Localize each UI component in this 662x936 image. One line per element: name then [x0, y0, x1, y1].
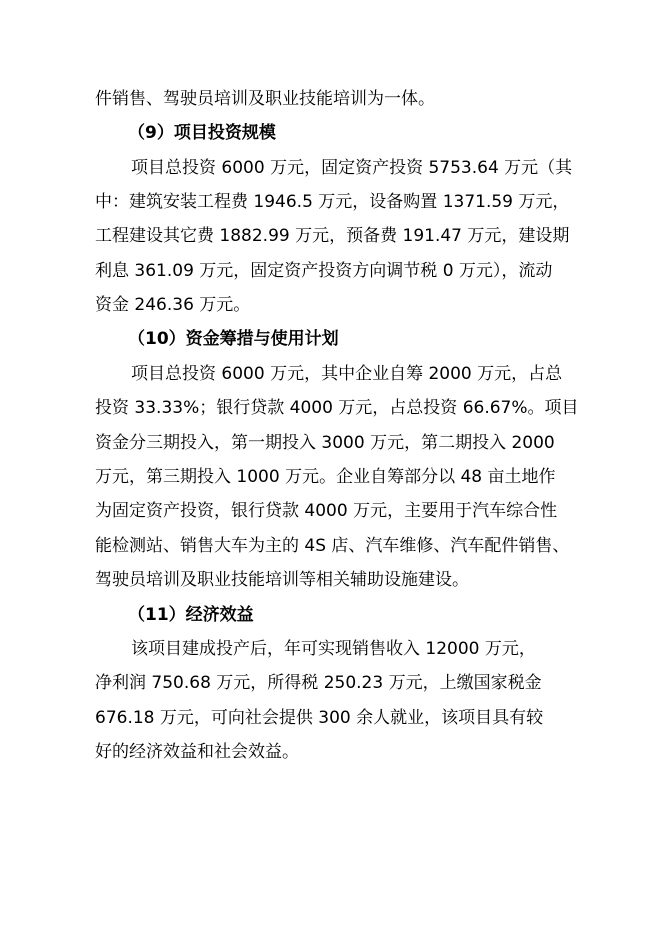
text-line: 利息 361.09 万元，固定资产投资方向调节税 0 万元），流动	[95, 261, 553, 281]
text-line: 投资 33.33%；银行贷款 4000 万元，占总投资 66.67%。项目	[95, 398, 579, 418]
text-line: 资金 246.36 万元。	[95, 295, 251, 315]
text-line: 项目总投资 6000 万元，其中企业自筹 2000 万元，占总	[131, 364, 563, 384]
text-line: 为固定资产投资，银行贷款 4000 万元，主要用于汽车综合性	[95, 501, 558, 521]
text-line: 该项目建成投产后，年可实现销售收入 12000 万元，	[131, 639, 536, 659]
text-line: 件销售、驾驶员培训及职业技能培训为一体。	[95, 89, 435, 109]
text-line: 驾驶员培训及职业技能培训等相关辅助设施建设。	[95, 570, 469, 590]
section-heading-9: （9）项目投资规模	[128, 123, 276, 143]
section-heading-10: （10）资金筹措与使用计划	[128, 329, 339, 349]
text-line: 工程建设其它费 1882.99 万元，预备费 191.47 万元，建设期	[95, 226, 570, 246]
text-line: 中：建筑安装工程费 1946.5 万元，设备购置 1371.59 万元，	[95, 192, 570, 212]
text-line: 项目总投资 6000 万元，固定资产投资 5753.64 万元（其	[131, 158, 573, 178]
text-line: 万元，第三期投入 1000 万元。企业自筹部分以 48 亩土地作	[95, 467, 556, 487]
text-line: 好的经济效益和社会效益。	[95, 742, 299, 762]
text-line: 能检测站、销售大车为主的 4S 店、汽车维修、汽车配件销售、	[95, 536, 570, 556]
text-line: 净利润 750.68 万元，所得税 250.23 万元，上缴国家税金	[95, 673, 542, 693]
text-line: 资金分三期投入，第一期投入 3000 万元，第二期投入 2000	[95, 433, 555, 453]
section-heading-11: （11）经济效益	[128, 605, 254, 625]
text-line: 676.18 万元，可向社会提供 300 余人就业，该项目具有较	[95, 708, 544, 728]
